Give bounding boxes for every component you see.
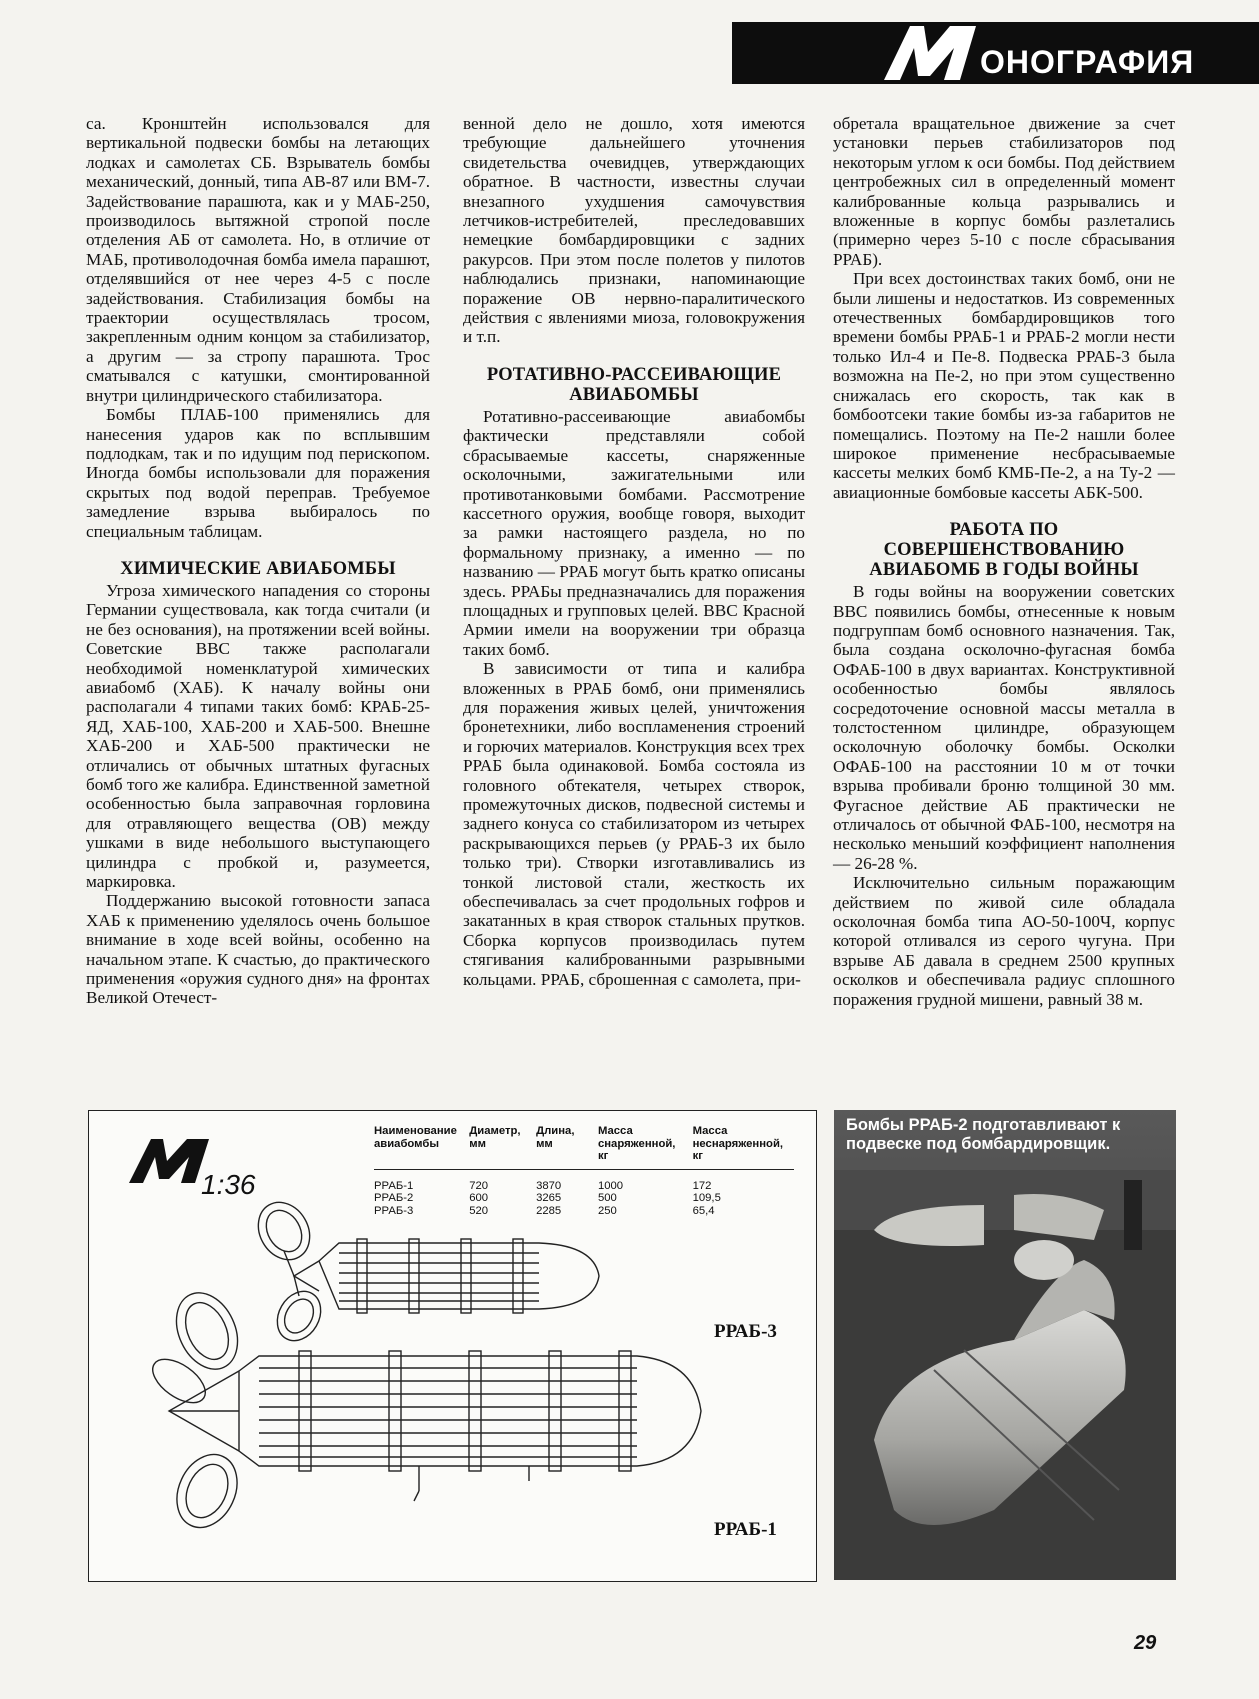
header-title: ОНОГРАФИЯ <box>980 44 1195 80</box>
paragraph: В годы войны на вооружении советских ВВС появились бомбы, отнесенные к новым подгруппам бомб основного назначения. Так, была создана осколочно-фугасная бомба ОФАБ-100 в двух вариантах. Конструктивной особенностью бомбы являлось сосредоточение основной массы металла в толстостенном цилиндре, образующем осколочную оболочку бомбы. Осколки ОФАБ-100 на расстоянии 10 м от точки взрыва пробивали броню толщиной 30 мм. Фугасное действие АБ практически не отличалось от обычной ФАБ-100, несмотря на несколько меньший коэффициент наполнения — 26-28 %. <box>833 582 1175 873</box>
scale-label: 1:36 <box>201 1169 256 1200</box>
table-cell: РРАБ-3 <box>374 1205 414 1218</box>
table-cell: 109,5 <box>692 1192 721 1205</box>
magazine-logo-icon <box>880 18 980 84</box>
table-cell: 720 <box>469 1179 489 1192</box>
section-heading: РОТАТИВНО-РАССЕИВАЮЩИЕ АВИАБОМБЫ <box>486 364 782 405</box>
page-number: 29 <box>1134 1632 1157 1654</box>
table-header: Наименование авиабомбы <box>374 1125 457 1150</box>
paragraph: Поддержанию высокой готовности запаса ХАБ к применению уделялось очень большое внимание в ходе всей войны, особенно на начальном этапе. К счастью, до практического применения «оружия судного дня» на фронтах Великой Отечест- <box>86 891 430 1008</box>
paragraph: При всех достоинствах таких бомб, они не были лишены и недостатков. Из современных отечественных бомбардировщиков того времени бомбы РРАБ-1 и РРАБ-2 могли нести только Ил-4 и Пе-8. Подвеска РРАБ-3 была возможна на Пе-2, но при этом существенно снижалась его скорость, так как в бомбоотсеки такие бомбы из-за габаритов не помещались. Поэтому на Пе-2 нашли более широкое применение несбрасываемые кассеты мелких бомб КМБ-Пе-2, а на Ту-2 — авиационные бомбовые кассеты АБК-500. <box>833 269 1175 502</box>
figure-logo-icon <box>129 1139 209 1183</box>
bomb-specs-table <box>374 1125 794 1218</box>
text-column-3 <box>833 114 1175 1009</box>
table-cell: РРАБ-2 <box>374 1192 414 1205</box>
table-cell: 2285 <box>536 1205 562 1218</box>
bomb-photo <box>834 1110 1176 1580</box>
table-cell: РРАБ-1 <box>374 1179 414 1192</box>
paragraph: Исключительно сильным поражающим действием по живой силе обладала осколочная бомба типа АО-50-100Ч, корпус которой отливался из серого чугуна. При взрыве АБ давала в среднем 2500 крупных осколков и обеспечивала радиус сплошного поражения грудной мишени, равный 38 м. <box>833 873 1175 1009</box>
photo-image <box>834 1110 1176 1580</box>
paragraph: Бомбы ПЛАБ-100 применялись для нанесения ударов как по всплывшим подлодкам, так и по идущим под перископом. Иногда бомбы использовали для поражения скрытых под водой переправ. Требуемое замедление взрыва выбиралось по специальным таблицам. <box>86 405 430 541</box>
section-heading: РАБОТА ПО СОВЕРШЕНСТВОВАНИЮ АВИАБОМБ В ГОДЫ ВОЙНЫ <box>869 520 1139 581</box>
paragraph: обретала вращательное движение за счет установки перьев стабилизаторов под некоторым углом к оси бомбы. Под действием центробежных сил в определенный момент калиброванные кольца разрывались и вложенные в корпус бомбы разлетались (примерно через 5-10 с после сбрасывания РРАБ). <box>833 114 1175 269</box>
paragraph: Угроза химического нападения со стороны Германии существовала, как тогда считали (и не без основания), на протяжении всей войны. Советские ВВС также располагали необходимой номенклатурой химических авиабомб (ХАБ). К началу войны они располагали 4 типами таких бомб: КРАБ-25-ЯД, ХАБ-100, ХАБ-200 и ХАБ-500. Внешне ХАБ-200 и ХАБ-500 практически не отличались от обычных штатных фугасных бомб того же калибра. Единственной заметной особенностью была заправочная горловина для отравляющего вещества (ОВ) между ушками в виде небольшого выступающего цилиндра с пробкой и, разумеется, маркировка. <box>86 580 430 892</box>
paragraph: венной дело не дошло, хотя имеются требующие дальнейшего уточнения свидетельства очевидцев, утверждающих обратное. В частности, известны случаи внезапного ухудшения самочувствия летчиков-истребителей, преследовавших немецкие бомбардировщики с задних ракурсов. При этом после полетов у пилотов наблюдались признаки, напоминающие поражение ОВ нервно-паралитического действия с явлениями миоза, головокружения и т.п. <box>463 114 805 347</box>
table-cell: 500 <box>597 1192 617 1205</box>
table-cell: 250 <box>597 1205 617 1218</box>
table-cell: 65,4 <box>692 1205 715 1218</box>
table-row <box>374 1192 794 1205</box>
text-column-2 <box>463 114 805 989</box>
rrab-1-drawing <box>145 1283 701 1537</box>
rrab-1-label: РРАБ-1 <box>714 1519 777 1540</box>
table-header: Диаметр, мм <box>469 1125 521 1150</box>
table-cell: 600 <box>469 1192 489 1205</box>
table-cell: 172 <box>692 1179 712 1192</box>
table-header-row <box>374 1125 794 1169</box>
table-cell: 520 <box>469 1205 489 1218</box>
photo-caption: Бомбы РРАБ-2 подготавливают к подвеске под бомбардировщик. <box>846 1116 1121 1153</box>
table-cell: 3870 <box>536 1179 562 1192</box>
table-cell: 1000 <box>597 1179 624 1192</box>
table-cell: 3265 <box>536 1192 562 1205</box>
paragraph: Ротативно-рассеивающие авиабомбы фактически представляли собой сбрасываемые кассеты, снаряженные осколочными, зажигательными или противотанковыми бомбами. Рассмотрение кассетного оружия, вообще говоря, выходит за рамки настоящего раздела, но по формальному признаку, а именно — по названию — РРАБ могут быть кратко описаны здесь. РРАБы предназначались для поражения площадных и групповых целей. ВВС Красной Армии имели на вооружении три образца таких бомб. <box>463 406 805 659</box>
rrab-3-label: РРАБ-3 <box>714 1321 777 1342</box>
paragraph: са. Кронштейн использовался для вертикальной подвески бомбы на летающих лодках и самолетах СБ. Взрыватель бомбы механический, донный, типа АВ-87 или ВМ-7. Задействование парашюта, как и у МАБ-250, производилось вытяжной стропой после отделения АБ от самолета. Но, в отличие от МАБ, противолодочная бомба имела парашют, отделявшийся от нее через 4-5 с после задействования. Стабилизация бомбы на траектории осуществлялась тросом, закрепленным одним концом за стабилизатор, а другим — за стропу парашюта. Трос сматывался с катушки, смонтированной внутри цилиндрического стабилизатора. <box>86 114 430 405</box>
table-row <box>374 1205 794 1218</box>
table-row <box>374 1169 794 1192</box>
paragraph: В зависимости от типа и калибра вложенных в РРАБ бомб, они применялись для поражения живых целей, уничтожения бронетехники, либо воспламенения строений и горючих материалов. Конструкция всех трех РРАБ была одинаковой. Бомба состояла из головного обтекателя, четырех створок, промежуточных дисков, подвесной системы и заднего конуса со стабилизатором из четырех раскрывающихся перьев (у РРАБ-3 их было только три). Створки изготавливались из тонкой листовой стали, жесткость их обеспечивалась за счет продольных гофров и закатанных в края створок стальных прутков. Сборка корпусов производилась путем стягивания калиброванными разрывными кольцами. РРАБ, сброшенная с самолета, при- <box>463 659 805 989</box>
table-header: Масса снаряженной, кг <box>597 1125 676 1162</box>
section-heading: ХИМИЧЕСКИЕ АВИАБОМБЫ <box>120 558 396 579</box>
technical-drawing-figure <box>88 1110 817 1582</box>
table-header: Масса неснаряженной, кг <box>692 1125 784 1162</box>
text-column-1 <box>86 114 430 1008</box>
table-header: Длина, мм <box>536 1125 575 1150</box>
